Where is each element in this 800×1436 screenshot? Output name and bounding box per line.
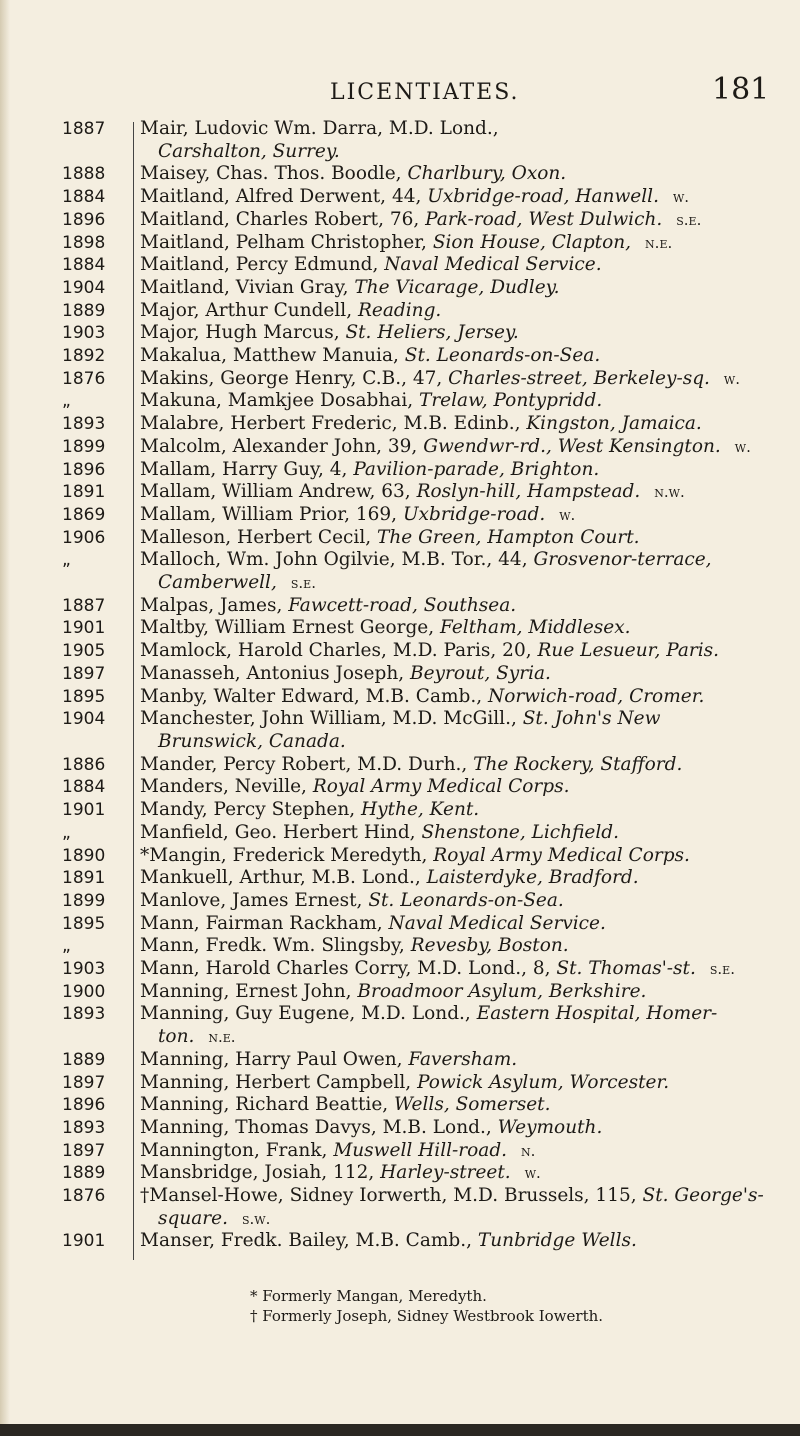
entry-line [62,368,782,391]
entry-address: square. [158,1207,228,1229]
entry-text [140,867,780,890]
entry-line [62,799,782,822]
entry-line [62,186,782,209]
entry-line [62,935,782,958]
entry-address: Weymouth. [497,1116,603,1138]
entry-address: Sion House, Clapton, [432,231,632,253]
entry-line [62,595,782,618]
entry-year: 1903 [62,959,106,980]
entry-line [62,549,782,572]
entry-text [140,277,780,300]
entry-address: Broadmoor Asylum, Berkshire. [357,980,647,1002]
entry-name: Mankuell, Arthur, M.B. Lond., [140,867,427,889]
entry-year: 1896 [62,209,106,230]
entry-name: Maitland, Pelham Christopher, [140,231,433,253]
entry-line [62,232,782,255]
entry-text [140,640,780,663]
entry-line [62,1094,782,1117]
entry-line [62,1026,782,1049]
entry-text [140,822,780,845]
entry-district: n.e. [645,233,673,252]
entry-text [140,413,780,436]
entry-name: Manser, Fredk. Bailey, M.B. Camb., [140,1230,478,1252]
entry-year: 1897 [62,1140,106,1161]
entry-name: Manchester, John William, M.D. McGill., [140,708,523,730]
entry-year: 1906 [62,527,106,548]
entry-line [62,617,782,640]
entry-name: Mair, Ludovic Wm. Darra, M.D. Lond., [140,118,499,139]
entry-name: *Mangin, Frederick Meredyth, [140,844,434,866]
entry-text [140,958,780,981]
entry-line [62,686,782,709]
entry-text [140,708,780,731]
entry-line [62,663,782,686]
entry-address: Faversham. [408,1048,518,1070]
entry-year: 1876 [62,1186,106,1207]
entry-line [62,436,782,459]
entry-year: „ [62,391,71,412]
entry-text [140,118,780,141]
entry-text [140,617,780,640]
entry-text [140,935,780,958]
entry-year: 1897 [62,1072,106,1093]
entry-address: The Green, Hampton Court. [377,526,640,548]
entry-line [62,390,782,413]
entry-year [62,1026,140,1049]
entry-address: Tunbridge Wells. [477,1230,637,1252]
entry-year: „ [62,936,71,957]
entry-name: Mamlock, Harold Charles, M.D. Paris, 20, [140,640,538,662]
entry-text [140,799,780,822]
entry-year: 1889 [62,1163,106,1184]
entry-line [62,118,782,141]
entry-line [62,413,782,436]
entry-line [62,322,782,345]
entry-name: †Mansel-Howe, Sidney Iorwerth, M.D. Brussels, 115, [140,1185,643,1207]
entry-line [62,845,782,868]
entry-district: w. [723,369,740,388]
entry-text [140,981,780,1004]
entry-address: St. George's- [642,1185,764,1207]
entry-name: Manfield, Geo. Herbert Hind, [140,821,422,843]
entry-district: s.e. [290,574,316,593]
entry-year: 1889 [62,1049,106,1070]
entry-address: Camberwell, [158,572,277,594]
entry-text [140,1117,780,1140]
entry-year: „ [62,822,71,843]
entry-text [140,254,780,277]
entry-line [62,209,782,232]
entry-name: Maitland, Charles Robert, 76, [140,208,426,230]
entry-line [62,1208,782,1231]
entry-year: 1895 [62,913,106,934]
entry-name: Mannington, Frank, [140,1139,334,1161]
entry-name: Manning, Harry Paul Owen, [140,1048,409,1070]
entry-address: Kingston, Jamaica. [526,413,702,435]
entry-address: Park-road, West Dulwich. [425,208,663,230]
entry-text [140,845,780,868]
entry-year: 1892 [62,346,106,367]
entry-line [62,277,782,300]
entry-name: Mann, Fairman Rackham, [140,912,389,934]
entry-year: 1884 [62,187,106,208]
entry-year: 1893 [62,414,106,435]
entry-year: 1884 [62,255,106,276]
entry-text [140,1094,780,1117]
entry-district: w. [524,1164,541,1183]
entry-address: Beyrout, Syria. [410,662,551,684]
entry-name: Maltby, William Ernest George, [140,617,441,639]
entry-year: 1891 [62,868,106,889]
entry-year: 1899 [62,890,106,911]
entry-text [140,731,780,754]
entry-address: Uxbridge-road, Hanwell. [427,186,659,208]
entry-text [140,368,780,391]
entry-name: Mann, Harold Charles Corry, M.D. Lond., 8, [140,958,557,980]
entry-line [62,1140,782,1163]
entry-district: s.e. [676,210,702,229]
entry-line [62,890,782,913]
entry-name: Major, Arthur Cundell, [140,299,358,321]
entry-text [140,186,780,209]
scan-bottom-edge [0,1424,800,1436]
entry-text [140,595,780,618]
entry-line [62,1230,782,1253]
entry-text [140,572,780,595]
entry-text [140,1162,780,1185]
entry-address: St. John's New [522,708,661,730]
entry-name: Mallam, William Andrew, 63, [140,481,417,503]
entry-line [62,958,782,981]
entry-name: Malloch, Wm. John Ogilvie, M.B. Tor., 44, [140,549,534,571]
entry-district: n.w. [654,483,685,502]
entry-list [62,118,782,1253]
entry-year: 1899 [62,436,106,457]
entry-address: Harley-street. [380,1162,511,1184]
entry-line [62,731,782,754]
entry-district: w. [672,188,690,207]
entry-address: Trelaw, Pontypridd. [419,390,603,412]
entry-address: The Vicarage, Dudley. [354,276,560,298]
entry-line [62,1003,782,1026]
entry-address: Brunswick, Canada. [158,730,346,752]
entry-address: Grosvenor-terrace, [533,549,712,571]
entry-text [140,1049,780,1072]
entry-year: „ [62,550,71,571]
entry-line [62,300,782,323]
entry-address: Royal Army Medical Corps. [312,776,570,798]
footnotes [250,1286,603,1326]
entry-district: s.w. [241,1209,271,1228]
entry-line [62,1072,782,1095]
entry-year [62,731,140,754]
entry-name: Manning, Richard Beattie, [140,1094,395,1116]
entry-year: 1887 [62,595,106,616]
entry-name: Maitland, Percy Edmund, [140,254,385,276]
entry-year: 1876 [62,368,106,389]
entry-year: 1905 [62,641,106,662]
entry-year: 1897 [62,663,106,684]
entry-year: 1904 [62,709,106,730]
entry-name: Manby, Walter Edward, M.B. Camb., [140,685,488,707]
entry-address: Roslyn-hill, Hampstead. [416,481,641,503]
entry-line [62,640,782,663]
entry-name: Mann, Fredk. Wm. Slingsby, [140,935,411,957]
entry-text [140,300,780,323]
entry-line [62,1117,782,1140]
entry-text [140,504,780,527]
entry-address: Charlbury, Oxon. [407,163,567,185]
entry-name: Malleson, Herbert Cecil, [140,526,377,548]
entry-name: Mandy, Percy Stephen, [140,799,362,821]
page-number: 181 [712,72,770,107]
entry-address: Royal Army Medical Corps. [433,844,690,866]
entry-name: Malcolm, Alexander John, 39, [140,435,424,457]
entry-year: 1901 [62,1231,106,1252]
entry-name: Manning, Thomas Davys, M.B. Lond., [140,1116,498,1138]
entry-text [140,1208,780,1231]
entry-address: Norwich-road, Cromer. [488,685,705,707]
entry-address: St. Leonards-on-Sea. [404,345,601,367]
entry-address: St. Thomas'-st. [556,958,696,980]
entry-line [62,163,782,186]
entry-text [140,459,780,482]
entry-year: 1888 [62,164,106,185]
entry-text [140,345,780,368]
entry-line [62,1162,782,1185]
entry-district: n.e. [208,1028,236,1047]
entry-district: n. [521,1141,536,1160]
entry-text [140,436,780,459]
page-edge-shadow [0,0,10,1436]
entry-year: 1893 [62,1117,106,1138]
entry-district: s.e. [709,960,735,979]
entry-name: Mallam, William Prior, 169, [140,503,403,525]
entry-text [140,549,780,572]
entry-name: Makuna, Mamkjee Dosabhai, [140,390,419,412]
entry-line [62,345,782,368]
entry-year: 1896 [62,1095,106,1116]
entry-name: Manasseh, Antonius Joseph, [140,662,411,684]
entry-address: Feltham, Middlesex. [440,617,631,639]
entry-line [62,754,782,777]
entry-name: Malabre, Herbert Frederic, M.B. Edinb., [140,413,527,435]
entry-line [62,913,782,936]
entry-name: Maitland, Alfred Derwent, 44, [140,186,428,208]
entry-address: Carshalton, Surrey. [158,140,340,162]
entry-line [62,254,782,277]
entry-line [62,572,782,595]
entry-text [140,776,780,799]
entry-line [62,776,782,799]
entry-name: Makalua, Matthew Manuia, [140,345,405,367]
entry-name: Maisey, Chas. Thos. Boodle, [140,163,408,185]
entry-year: 1869 [62,504,106,525]
entry-address: Hythe, Kent. [361,799,480,821]
entry-name: Manning, Herbert Campbell, [140,1071,418,1093]
entry-text [140,1185,780,1208]
entry-year: 1901 [62,618,106,639]
entry-year: 1889 [62,300,106,321]
entry-year: 1893 [62,1004,106,1025]
entry-text [140,390,780,413]
entry-text [140,1140,780,1163]
entry-district: w. [559,505,576,524]
entry-year: 1904 [62,277,106,298]
entry-year: 1884 [62,777,106,798]
entry-text [140,663,780,686]
entry-year [62,572,140,595]
entry-line [62,504,782,527]
entry-address: Rue Lesueur, Paris. [537,640,720,662]
entry-address: Uxbridge-road. [402,503,546,525]
entry-line [62,141,782,164]
entry-text [140,322,780,345]
entry-text [140,232,780,255]
entry-district: w. [734,437,751,456]
entry-line [62,527,782,550]
entry-name: Mander, Percy Robert, M.D. Durh., [140,753,474,775]
entry-text [140,890,780,913]
entry-text [140,686,780,709]
running-head: LICENTIATES. [330,80,520,105]
entry-address: Pavilion-parade, Brighton. [353,458,600,480]
entry-year [62,141,140,164]
entry-address: Gwendwr-rd., West Kensington. [423,435,721,457]
entry-line [62,481,782,504]
entry-address: ton. [158,1026,195,1048]
entry-name: Major, Hugh Marcus, [140,322,346,344]
footnote: † Formerly Joseph, Sidney Westbrook Iowerth. [250,1307,604,1325]
footnote: * Formerly Mangan, Meredyth. [250,1287,487,1305]
entry-address: Eastern Hospital, Homer- [476,1003,718,1025]
entry-line [62,981,782,1004]
entry-address: Laisterdyke, Bradford. [426,867,639,889]
entry-address: Revesby, Boston. [410,935,569,957]
entry-name: Malpas, James, [140,594,289,616]
entry-address: Shenstone, Lichfield. [421,821,620,843]
entry-year: 1903 [62,323,106,344]
entry-name: Mallam, Harry Guy, 4, [140,458,354,480]
entry-year: 1901 [62,800,106,821]
entry-year: 1890 [62,845,106,866]
entry-text [140,163,780,186]
entry-year: 1896 [62,459,106,480]
entry-text [140,754,780,777]
entry-name: Manlove, James Ernest, [140,889,369,911]
entry-text [140,1026,780,1049]
entry-address: Fawcett-road, Southsea. [288,594,517,616]
entry-text [140,1072,780,1095]
entry-year: 1898 [62,232,106,253]
entry-line [62,1049,782,1072]
entry-address: Naval Medical Service. [384,254,602,276]
entry-address: St. Leonards-on-Sea. [368,889,564,911]
entry-text [140,527,780,550]
entry-address: Wells, Somerset. [394,1094,551,1116]
entry-address: Powick Asylum, Worcester. [417,1071,670,1093]
entry-text [140,1003,780,1026]
entry-line [62,708,782,731]
entry-name: Maitland, Vivian Gray, [140,276,355,298]
entry-address: Muswell Hill-road. [333,1139,508,1161]
entry-year: 1900 [62,981,106,1002]
entry-year: 1887 [62,119,106,139]
entry-name: Mansbridge, Josiah, 112, [140,1162,381,1184]
entry-text [140,481,780,504]
entry-line [62,867,782,890]
entry-address: Naval Medical Service. [388,912,606,934]
entry-year: 1895 [62,686,106,707]
entry-year [62,1208,140,1231]
entry-text [140,209,780,232]
entry-name: Manders, Neville, [140,776,313,798]
entry-line [62,459,782,482]
entry-year: 1891 [62,482,106,503]
entry-name: Manning, Ernest John, [140,980,358,1002]
entry-name: Manning, Guy Eugene, M.D. Lond., [140,1003,477,1025]
entry-address: Charles-street, Berkeley-sq. [448,367,710,389]
entry-line [62,1185,782,1208]
entry-year: 1886 [62,754,106,775]
entry-address: The Rockery, Stafford. [473,753,683,775]
entry-line [62,822,782,845]
entry-text [140,1230,780,1253]
entry-text [140,141,780,164]
entry-address: St. Heliers, Jersey. [345,322,519,344]
entry-name: Makins, George Henry, C.B., 47, [140,367,449,389]
entry-text [140,913,780,936]
entry-address: Reading. [357,299,442,321]
